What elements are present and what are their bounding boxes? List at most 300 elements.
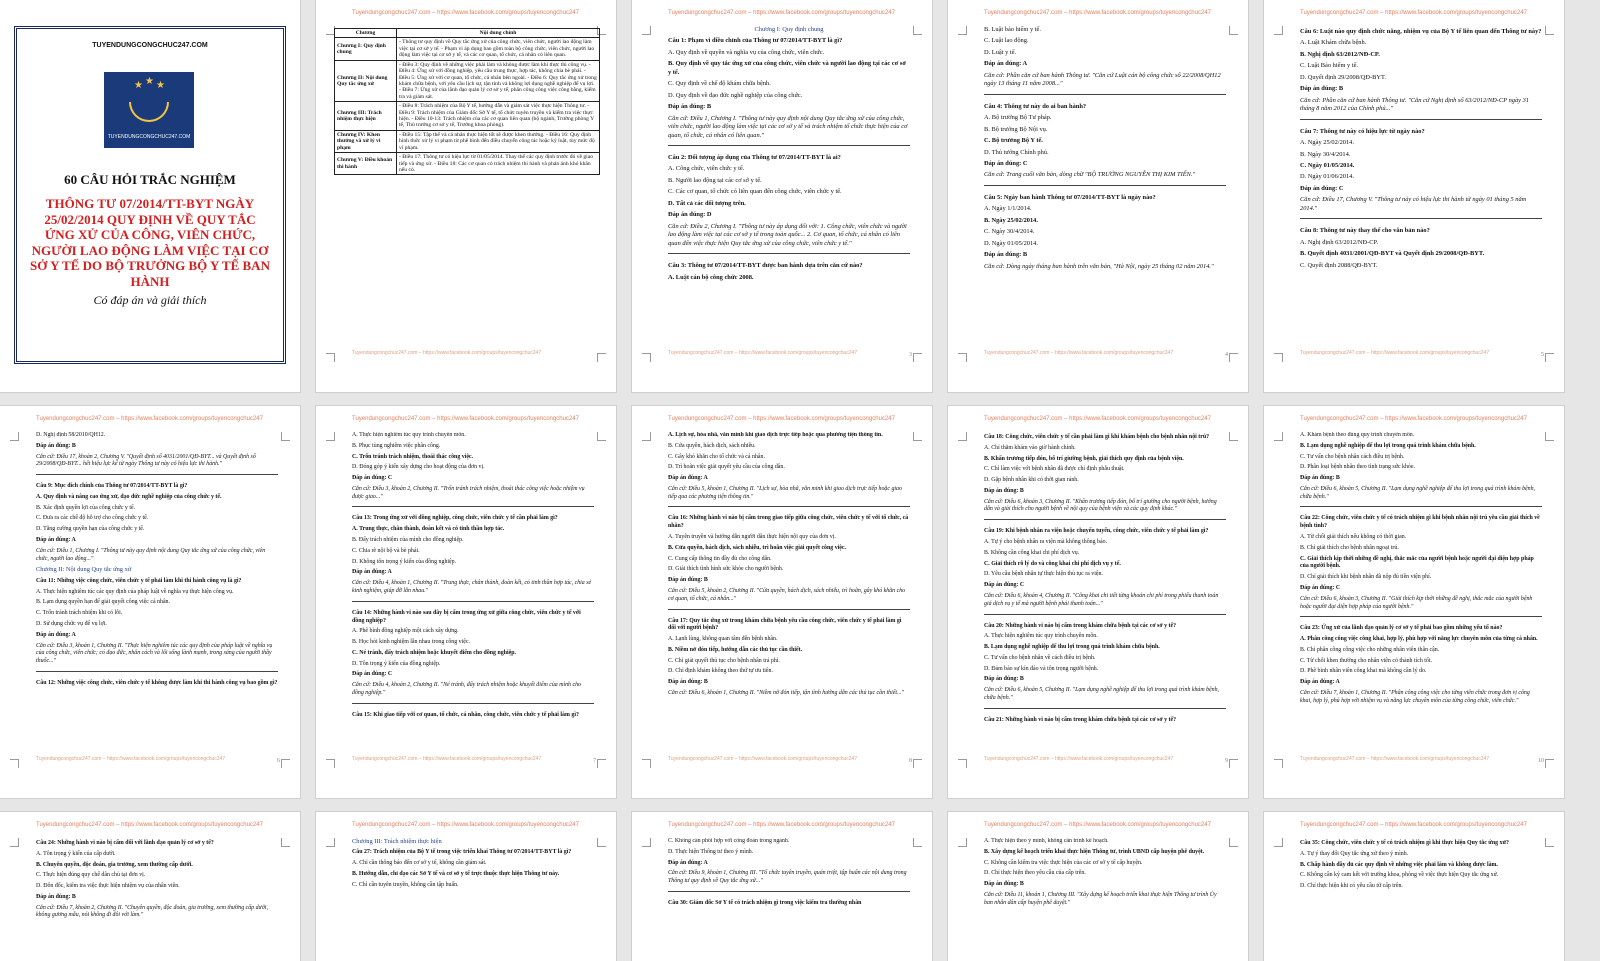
question: Câu 24: Những hành vi nào bị cấm đối với lãnh đạo quản lý cơ sở y tế? (36, 840, 214, 846)
divider (1300, 616, 1542, 617)
page-footer: Tuyendungcongchuc247.com – https://www.facebook.com/groups/tuyencongchuc247 (984, 350, 1174, 356)
crop-mark (281, 759, 290, 768)
divider (668, 506, 910, 507)
cover-site-name: TUYENDUNGCONGCHUC247.COM (92, 42, 208, 49)
divider (352, 703, 594, 704)
page-body (668, 26, 910, 346)
answer: Đáp án đúng: B (668, 103, 712, 111)
col-content-header: Nội dung chính (397, 29, 600, 38)
answer-basis: Căn cứ: Điều 6, khoản 3, Chương II. "Giải thích kịp thời những đề nghị, thắc mắc của người bệnh hoặc người đại diện hợp pháp của người bệnh." (1300, 595, 1533, 610)
option: C. Ngày 30/4/2014. (984, 228, 1035, 236)
crop-mark (597, 838, 606, 847)
option: D. Chỉ giải thích khi bệnh nhân đã nộp đủ tiền viện phí. (1300, 574, 1432, 581)
page-6[interactable] (0, 406, 300, 798)
answer: Đáp án đúng: A (36, 537, 76, 544)
answer: Đáp án đúng: D (668, 211, 712, 219)
table-cell-content: - Điều 8: Trách nhiệm của Bộ Y tế, hướng dẫn và giám sát việc thực hiện Thông tư. - Điều 9: Trách nhiệm của Giám đốc Sở Y tế, tổ chức tuyên truyền và kiểm tra việc thực hiện. - Điều 10-13: Trách nhiệm của các cơ quan liên quan (bộ ngành, Trường phòng Y tế, Thủ trưởng cơ sở y tế, Trưởng khoa phòng). (397, 102, 600, 131)
option: C. Thực hiện đúng quy chế dân chủ tại đơn vị. (36, 872, 146, 879)
logo-text: TUYENDUNGCONGCHUC247.COM (107, 134, 191, 140)
answer: Đáp án đúng: B (1300, 85, 1344, 93)
option: A. Quy định về quyền và nghĩa vụ của công chức, viên chức. (668, 48, 825, 56)
page-footer: Tuyendungcongchuc247.com – https://www.facebook.com/groups/tuyencongchuc247 (352, 350, 542, 356)
option: B. Ngày 30/4/2014. (1300, 150, 1351, 158)
section-heading: Chương I: Quy định chung (754, 26, 824, 33)
option: D. Chỉ thực hiện khi có yêu cầu từ cấp trên. (1300, 883, 1403, 890)
page-header: Tuyendungcongchuc247.com – https://www.facebook.com/groups/tuyencongchuc247 (36, 822, 263, 828)
option: C. Tư vấn cho bệnh nhân cách điều trị bệnh. (1300, 453, 1405, 460)
page-header: Tuyendungcongchuc247.com – https://www.facebook.com/groups/tuyencongchuc247 (984, 10, 1211, 16)
answer: Đáp án đúng: B (36, 893, 76, 900)
divider (668, 891, 910, 892)
option: C. Luật lao động. (984, 37, 1029, 45)
question: Câu 18: Công chức, viên chức y tế cần phải làm gì khi khám bệnh cho bệnh nhân nội trú? (984, 434, 1210, 440)
option: A. Thực hiện nghiêm túc quy trình chuyên môn. (984, 633, 1098, 640)
crop-mark (913, 353, 922, 362)
crop-mark (958, 838, 967, 847)
table-cell-chapter: Chương V: Điều khoản thi hành (335, 153, 397, 175)
answer: Đáp án đúng: B (668, 577, 708, 584)
divider (984, 519, 1226, 520)
option: D. Quy định về đạo đức nghề nghiệp của công chức. (668, 91, 803, 99)
crop-mark (1229, 26, 1238, 35)
answer: Đáp án đúng: C (352, 475, 393, 482)
book-icon (129, 102, 169, 122)
option: D. Tôn trọng ý kiến của đồng nghiệp. (352, 660, 441, 667)
crop-mark (326, 838, 335, 847)
answer-basis: Căn cứ: Điều 17, Chương V. "Thông tư này có hiệu lực thi hành từ ngày 01 tháng 5 năm 2014." (1300, 196, 1527, 212)
question: Câu 27: Trách nhiệm của Bộ Y tế trong việc triển khai Thông tư 07/2014/TT-BYT là gì? (352, 849, 572, 856)
page-body (1300, 26, 1542, 346)
table-cell-content: - Thông tư quy định về Quy tắc ứng xử của công chức, viên chức, người lao động làm việc tại cơ sở y tế. - Phạm vi áp dụng bao gồm toàn bộ công chức, viên chức, người lao động làm việc tại cơ sở y tế, và các cơ quan, tổ chức, cá nhân có liên quan. (397, 38, 600, 60)
answer-basis: Căn cứ: Điều 3, khoản 2, Chương II. "Trốn tránh trách nhiệm, thoái thác công việc hoặc nhiệm vụ được giao..." (352, 485, 585, 500)
page-footer: Tuyendungcongchuc247.com – https://www.facebook.com/groups/tuyencongchuc247 (1300, 756, 1490, 762)
question: Câu 2: Đối tượng áp dụng của Thông tư 07/2014/TT-BYT là ai? (668, 153, 841, 161)
option: B. Cửa quyền, hách dịch, sách nhiễu, trì hoãn việc giải quyết công việc. (668, 544, 846, 551)
page-body (984, 838, 1226, 961)
answer-basis: Căn cứ: Điều 4, khoản 1, Chương II. "Trung thực, chân thành, đoàn kết, có tinh thần hợp tác, chia sẻ kinh nghiệm, giúp đỡ lẫn nhau." (352, 580, 592, 594)
option: B. Xác định quyền lợi của công chức y tế. (36, 504, 136, 511)
star-icon: ★ (156, 80, 165, 91)
question: Câu 3: Thông tư 07/2014/TT-BYT được ban hành dựa trên căn cứ nào? (668, 262, 863, 270)
option: B. Xây dựng kế hoạch triển khai thực hiện Thông tư, trình UBND cấp huyện phê duyệt. (984, 848, 1205, 855)
divider (1300, 218, 1542, 219)
answer-basis: Căn cứ: Điều 6, khoản 4, Chương II. "Công khai chi tiết từng khoản chi phí trong phiếu thanh toán giá dịch vụ y tế mà người bệnh phải thanh toán..." (984, 592, 1219, 607)
option: A. Tuyên truyền và hướng dẫn người dân thực hiện nội quy của đơn vị. (668, 534, 836, 541)
option: C. Ngày 01/05/2014. (1300, 161, 1355, 169)
question: Câu 11: Những việc công chức, viên chức y tế phải làm khi thi hành công vụ là gì? (36, 577, 242, 584)
answer: Đáp án đúng: B (1300, 475, 1340, 482)
option: B. Luật bảo hiểm y tế. (984, 26, 1041, 33)
option: C. Không cần phối hợp với công đoàn trong ngành. (668, 838, 790, 844)
option: D. Đôn đốc, kiểm tra việc thực hiện nhiệm vụ của nhân viên. (36, 883, 180, 890)
option: D. Thực hiện Thông tư theo ý mình. (668, 848, 754, 855)
answer-basis: Căn cứ: Điều 9, khoản 1, Chương III. "Tổ chức tuyên truyền, quán triệt, tập huấn các nội dung trong Thông tư quy định về Quy tắc ứng xử..." (668, 870, 907, 885)
option: C. Giải thích kịp thời những đề nghị, thắc mắc của người bệnh hoặc người đại diện hợp pháp của người bệnh. (1300, 555, 1534, 570)
answer: Đáp án đúng: C (352, 671, 393, 678)
answer-basis: Căn cứ: Dòng ngày tháng ban hành trên văn bản, "Hà Nội, ngày 25 tháng 02 năm 2014." (984, 262, 1214, 270)
option: C. Từ chối khen thưởng cho nhân viên có thành tích tốt. (1300, 657, 1432, 664)
option: B. Niềm nở đón tiếp, hướng dẫn các thủ tục cần thiết. (668, 646, 803, 653)
crop-mark (1545, 838, 1554, 847)
option: A. Luật cán bộ công chức 2008. (668, 273, 754, 281)
page-number: 5 (1541, 352, 1544, 358)
page-footer: Tuyendungcongchuc247.com – https://www.facebook.com/groups/tuyencongchuc247 (352, 756, 542, 762)
option: C. Tư vấn cho bệnh nhân về cách điều trị bệnh. (984, 654, 1096, 661)
table-cell-content: - Điều 17: Thông tư có hiệu lực từ 01/05/2014. Thay thế các quy định trước đó về giao tiếp và ứng xử. - Điều 18: Các cơ quan có trách nhiệm thi hành và phản ánh khó khăn nếu có. (397, 153, 600, 175)
option: C. Không cần kiểm tra việc thực hiện của các cơ sở y tế cấp huyện. (984, 859, 1143, 866)
page-3[interactable] (632, 0, 932, 392)
option: A. Quy định và nâng cao ứng xử, đạo đức nghề nghiệp của công chức y tế. (36, 493, 222, 500)
divider (668, 609, 910, 610)
answer: Đáp án đúng: B (668, 679, 708, 686)
table-row (335, 38, 600, 60)
page-body (984, 26, 1226, 346)
answer: Đáp án đúng: A (352, 569, 392, 576)
crop-mark (958, 432, 967, 441)
page-footer: Tuyendungcongchuc247.com – https://www.facebook.com/groups/tuyencongchuc247 (668, 350, 858, 356)
question: Câu 20: Những hành vi nào bị cấm trong khám chữa bệnh tại các cơ sở y tế? (984, 622, 1177, 629)
page-header: Tuyendungcongchuc247.com – https://www.facebook.com/groups/tuyencongchuc247 (668, 10, 895, 16)
table-cell-chapter: Chương III: Trách nhiệm thực hiện (335, 102, 397, 131)
question: Câu 14: Những hành vi nào sau đây bị cấm trong ứng xử giữa công chức, viên chức y tế với đồng nghiệp? (352, 609, 581, 624)
divider (668, 145, 910, 146)
crop-mark (10, 432, 19, 441)
option: C. Không cần ký cam kết với trưởng khoa, phòng về việc thực hiện Quy tắc ứng xử. (1300, 872, 1499, 879)
answer: Đáp án đúng: B (984, 251, 1028, 259)
page-header: Tuyendungcongchuc247.com – https://www.facebook.com/groups/tuyencongchuc247 (668, 416, 895, 422)
crop-mark (913, 432, 922, 441)
option: B. Chuyên quyền, độc đoán, gia trưởng, xem thường cấp dưới. (36, 861, 193, 868)
crop-mark (1545, 759, 1554, 768)
cover-question-count: 60 CÂU HỎI TRẮC NGHIỆM (64, 172, 236, 187)
crop-mark (1229, 838, 1238, 847)
page-header: Tuyendungcongchuc247.com – https://www.facebook.com/groups/tuyencongchuc247 (352, 10, 579, 16)
option: B. Lạm dụng quyền hạn để giải quyết công việc cá nhân. (36, 599, 170, 606)
answer-basis: Căn cứ: Điều 11, khoản 1, Chương III. "Xây dựng kế hoạch triển khai thực hiện Thông tư trình Ủy ban nhân dân cấp huyện phê duyệt." (984, 891, 1217, 906)
option: C. Chia rẽ nội bộ và bè phái. (352, 547, 420, 554)
option: A. Ngày 25/02/2014. (1300, 139, 1354, 147)
question: Câu 23: Ứng xử của lãnh đạo quản lý cơ sở y tế phải bao gồm những yếu tố nào? (1300, 625, 1503, 632)
table-cell-chapter: Chương IV: Khen thưởng và xử lý vi phạm (335, 130, 397, 152)
crop-mark (1229, 432, 1238, 441)
table-row (335, 153, 600, 175)
crop-mark (958, 26, 967, 35)
option: D. Ngày 01/05/2014. (984, 239, 1038, 247)
crop-mark (1274, 353, 1283, 362)
option: D. Thủ tướng Chính phủ. (984, 148, 1049, 156)
crop-mark (326, 759, 335, 768)
page-body (668, 838, 910, 961)
option: C. Cung cấp thông tin đầy đủ cho công dân. (668, 555, 772, 562)
question: Câu 30: Giám đốc Sở Y tế có trách nhiệm gì trong việc kiểm tra thường nhân (668, 899, 862, 906)
answer-basis: Căn cứ: Trang cuối văn bản, dòng chữ "BỘ TRƯỞNG NGUYỄN THỊ KIM TIẾN." (984, 171, 1196, 179)
option: D. Sử dụng chức vụ để vụ lợi. (36, 620, 107, 627)
page-4[interactable] (948, 0, 1248, 392)
crop-mark (642, 838, 651, 847)
page-header: Tuyendungcongchuc247.com – https://www.facebook.com/groups/tuyencongchuc247 (984, 822, 1211, 828)
cover-subtitle: Có đáp án và giải thích (93, 293, 207, 307)
option: B. Ngày 25/02/2014. (984, 216, 1038, 224)
option: A. Khám bệnh theo đúng quy trình chuyên môn. (1300, 432, 1415, 438)
page-header: Tuyendungcongchuc247.com – https://www.facebook.com/groups/tuyencongchuc247 (668, 822, 895, 828)
answer: Đáp án đúng: B (984, 881, 1024, 888)
page-header: Tuyendungcongchuc247.com – https://www.facebook.com/groups/tuyencongchuc247 (1300, 822, 1527, 828)
answer: Đáp án đúng: C (1300, 584, 1341, 591)
page-number: 3 (909, 352, 912, 358)
crop-mark (1545, 26, 1554, 35)
option: A. Lạnh lùng, không quan tâm đến bệnh nhân. (668, 636, 778, 643)
divider (668, 253, 910, 254)
divider (984, 185, 1226, 186)
crop-mark (597, 353, 606, 362)
answer-basis: Căn cứ: Điều 1, Chương I. "Thông tư này quy định nội dung Quy tắc ứng xử của công chức, viên chức, người lao động..." (36, 547, 266, 562)
option: C. Trốn tránh trách nhiệm, thoái thác công việc. (352, 453, 474, 460)
page-12[interactable] (316, 812, 616, 961)
option: C. Luật Bảo hiểm y tế. (1300, 62, 1359, 70)
option: B. Không cần công khai chi phí dịch vụ. (984, 549, 1080, 556)
option: C. Đưa ra các chế độ hỗ trợ cho công chức y tế. (36, 515, 149, 522)
page-header: Tuyendungcongchuc247.com – https://www.facebook.com/groups/tuyencongchuc247 (36, 416, 263, 422)
crop-mark (326, 432, 335, 441)
option: C. Trốn tránh trách nhiệm khi có lỗi. (36, 610, 123, 617)
option: A. Trung thực, chân thành, đoàn kết và có tinh thần hợp tác. (352, 526, 505, 533)
cover-title: THÔNG TƯ 07/2014/TT-BYT NGÀY 25/02/2014 QUY ĐỊNH VỀ QUY TẮC ỨNG XỬ CỦA CÔNG, VIÊN CHỨC, NGƯỜI LAO ĐỘNG LÀM VIỆC TẠI CƠ SỞ Y TẾ DO BỘ TRƯỞNG BỘ Y TẾ BAN HÀNH (30, 196, 270, 289)
option: A. Thực hiện theo ý mình, không cần trình kế hoạch. (984, 838, 1109, 844)
answer-basis: Căn cứ: Điều 6, khoản 5, Chương II. "Lạm dụng nghề nghiệp để thu lợi trong quá trình khám bệnh, chữa bệnh." (1300, 485, 1536, 500)
page-number: 9 (1225, 758, 1228, 764)
crop-mark (1274, 838, 1283, 847)
option: B. Lạm dụng nghề nghiệp để thu lợi trong quá trình khám chữa bệnh. (1300, 442, 1476, 449)
option: D. Đảm bảo sự kín đáo và tôn trọng người bệnh. (984, 665, 1099, 672)
option: A. Chỉ thăm khám vào giờ hành chính. (984, 444, 1076, 451)
option: D. Luật y tế. (984, 48, 1017, 56)
page-header: Tuyendungcongchuc247.com – https://www.facebook.com/groups/tuyencongchuc247 (352, 416, 579, 422)
divider (352, 506, 594, 507)
option: A. Tôn trọng ý kiến của cấp dưới. (36, 850, 116, 857)
page-number: 6 (277, 758, 280, 764)
question: Câu 4: Thông tư này do ai ban hành? (984, 102, 1087, 110)
option: A. Thực hiện nghiêm túc quy trình chuyên môn. (352, 432, 466, 438)
answer-basis: Căn cứ: Điều 1, Chương I. "Thông tư này quy định nội dung Quy tắc ứng xử của công chức, viên chức, người lao động làm việc tại các cơ sở y tế và trách nhiệm tổ chức thực hiện của cơ quan, tổ chức, cá nhân có liên quan." (668, 114, 908, 139)
option: B. Phục tùng nghiêm việc phân công. (352, 442, 441, 449)
question: Câu 12: Những việc công chức, viên chức y tế không được làm khi thi hành công vụ bao gồm gì? (36, 679, 278, 686)
question: Câu 7: Thông tư này có hiệu lực từ ngày nào? (1300, 127, 1425, 135)
option: C. Gây khó khăn cho tổ chức và cá nhân. (668, 453, 765, 460)
question: Câu 1: Phạm vi điều chỉnh của Thông tư 07/2014/TT-BYT là gì? (668, 37, 843, 45)
divider (36, 474, 278, 475)
page-body (352, 838, 594, 961)
section-heading: Chương III: Trách nhiệm thực hiện (352, 838, 442, 845)
answer-basis: Căn cứ: Điều 5, khoản 1, Chương II. "Lịch sự, hòa nhã, văn minh khi giao dịch trực tiếp hoặc giao tiếp qua các phương tiện thông tin." (668, 485, 902, 500)
option: C. Quyết định 2088/QĐ-BYT. (1300, 261, 1378, 269)
answer-basis: Căn cứ: Điều 6, khoản 5, Chương II. "Lạm dụng nghề nghiệp để thu lợi trong quá trình khám bệnh, chữa bệnh." (984, 687, 1220, 701)
crop-mark (958, 353, 967, 362)
question: Câu 8: Thông tư này thay thế cho văn bản nào? (1300, 227, 1430, 235)
option: B. Người lao động tại các cơ sở y tế. (668, 176, 762, 184)
option: A. Lịch sự, hòa nhã, văn minh khi giao dịch trực tiếp hoặc qua phương tiện thông tin. (668, 432, 883, 438)
option: D. Yêu cầu bệnh nhân tự thực hiện thủ tục ra viện. (984, 571, 1103, 578)
answer: Đáp án đúng: B (36, 442, 76, 449)
star-icon: ★ (134, 80, 143, 91)
crop-mark (958, 759, 967, 768)
question: Câu 19: Khi bệnh nhân ra viện hoặc chuyển tuyến, công chức, viên chức y tế phải làm gì? (984, 528, 1209, 535)
answer-basis: Căn cứ: Phần căn cứ ban hành Thông tư. "Căn cứ Luật cán bộ công chức số 22/2008/QH12 ngày 13 tháng 11 năm 2008..." (984, 71, 1221, 88)
question: Câu 15: Khi giao tiếp với cơ quan, tổ chức, cá nhân, công chức, viên chức y tế phải làm gì? (352, 711, 579, 718)
divider (352, 601, 594, 602)
option: D. Không tôn trọng ý kiến của đồng nghiệp. (352, 558, 457, 565)
page-header: Tuyendungcongchuc247.com – https://www.facebook.com/groups/tuyencongchuc247 (984, 416, 1211, 422)
option: A. Bộ trưởng Bộ Tư pháp. (984, 114, 1052, 122)
page-cover[interactable] (0, 0, 300, 392)
page-body (1300, 432, 1542, 752)
answer: Đáp án đúng: B (984, 676, 1024, 683)
option: A. Công chức, viên chức y tế. (668, 165, 745, 173)
option: B. Quy định về quy tắc ứng xử của công chức, viên chức và người lao động tại các cơ sở y tế. (668, 60, 906, 76)
option: D. Tất cả các đối tượng trên. (668, 199, 746, 207)
page-11[interactable] (0, 812, 300, 961)
option: C. Giải thích rõ lý do và công khai chi phí dịch vụ y tế. (984, 560, 1121, 567)
crop-mark (597, 432, 606, 441)
crop-mark (1274, 432, 1283, 441)
option: D. Tăng cường quyền hạn của công chức y tế. (36, 526, 145, 533)
option: D. Nghị định 58/2010/QH12. (36, 432, 106, 438)
page-body (1300, 838, 1542, 961)
option: C. Chỉ cần tuyên truyền, không cần tập huấn. (352, 881, 459, 888)
page-number: 7 (593, 758, 596, 764)
summary-table-wrap (334, 28, 600, 175)
page-footer: Tuyendungcongchuc247.com – https://www.facebook.com/groups/tuyencongchuc247 (36, 756, 226, 762)
crop-mark (1229, 759, 1238, 768)
option: B. Bộ trưởng Bộ Nội vụ. (984, 125, 1048, 133)
crop-mark (10, 838, 19, 847)
answer-basis: Căn cứ: Điều 3, khoản 1, Chương II. "Thực hiện nghiêm túc các quy định của pháp luật về nghĩa vụ của công chức, viên chức; có đạo đức, nhân cách và lối sống lành mạnh, trong sáng của người thầy thuốc..." (36, 642, 273, 665)
page-footer: Tuyendungcongchuc247.com – https://www.facebook.com/groups/tuyencongchuc247 (984, 756, 1174, 762)
question: Câu 6: Luật nào quy định chức năng, nhiệm vụ của Bộ Y tế liên quan đến Thông tư này? (1300, 28, 1542, 35)
option: D. Ngày 01/06/2014. (1300, 173, 1354, 181)
option: B. Khẩn trương tiếp đón, bố trí giường bệnh, giải thích quy định của bệnh viện. (984, 455, 1184, 462)
option: A. Chỉ cần thông báo đến cơ sở y tế, không cần giám sát. (352, 860, 487, 867)
answer: Đáp án đúng: C (984, 159, 1028, 167)
divider (36, 671, 278, 672)
page-14[interactable] (948, 812, 1248, 961)
divider (984, 94, 1226, 95)
answer-basis: Căn cứ: Điều 2, Chương I. "Thông tư này áp dụng đối với: 1. Công chức, viên chức và người lao động làm việc tại các cơ sở y tế trong toàn quốc... 2. Cơ quan, tổ chức, cá nhân có liên quan đến việc thực hiện Quy tắc ứng xử của công chức, viên chức y tế." (668, 222, 907, 247)
option: A. Từ chối giải thích nếu không có thời gian. (1300, 534, 1407, 541)
page-8[interactable] (632, 406, 932, 798)
table-row (335, 130, 600, 152)
page-7[interactable] (316, 406, 616, 798)
table-cell-content: - Điều 15: Tập thể và cá nhân thực hiện tốt sẽ được khen thưởng. - Điều 16: Quy định hình thức xử lý vi phạm từ phê bình đến điều chuyển công tác hoặc kỷ luật, tùy mức độ vi phạm. (397, 130, 600, 152)
answer: Đáp án đúng: A (1300, 679, 1340, 686)
question: Câu 17: Quy tắc ứng xử trong khám chữa bệnh yêu cầu công chức, viên chức y tế phải làm gì đối với người bệnh? (668, 617, 902, 632)
answer-basis: Căn cứ: Điều 7, khoản 1, Chương II. "Phân công công việc cho từng viên chức trong đơn vị công khai, hợp lý, phù hợp với nhiệm vụ và năng lực chuyên môn của từng công chức, viên chức." (1300, 689, 1530, 704)
page-13[interactable] (632, 812, 932, 961)
option: D. Đóng góp ý kiến xây dựng cho hoạt động của đơn vị. (352, 464, 485, 471)
option: B. Nghị định 63/2012/NĐ-CP. (1300, 50, 1380, 58)
option: A. Ngày 1/1/2014. (984, 205, 1032, 213)
crop-mark (913, 26, 922, 35)
option: D. Chỉ thực hiện theo yêu cầu của cấp trên. (984, 870, 1086, 877)
answer: Đáp án đúng: A (36, 631, 76, 638)
crop-mark (642, 26, 651, 35)
section-heading: Chương II: Nội dung Quy tắc ứng xử (36, 566, 132, 574)
crop-mark (913, 838, 922, 847)
crop-mark (326, 353, 335, 362)
answer-basis: Căn cứ: Điều 5, khoản 2, Chương II. "Cửa quyền, hách dịch, sách nhiễu, trì hoãn, gây khó khăn cho cơ quan, tổ chức, cá nhân..." (668, 587, 906, 602)
question: Câu 35: Công chức, viên chức y tế có trách nhiệm gì khi thực hiện Quy tắc ứng xử? (1300, 840, 1509, 846)
page-body (984, 432, 1226, 752)
option: D. Phân loại bệnh nhân theo tình trạng sức khỏe. (1300, 464, 1415, 471)
site-logo (104, 72, 194, 148)
question: Câu 21: Những hành vi nào bị cấm trong khám chữa bệnh tại các cơ sở y tế? (984, 716, 1177, 723)
summary-table (334, 28, 600, 175)
divider (984, 614, 1226, 615)
answer: Đáp án đúng: B (984, 487, 1024, 494)
option: C. Né tránh, đẩy trách nhiệm hoặc khuyết điểm cho đồng nghiệp. (352, 649, 516, 656)
page-body (668, 432, 910, 752)
option: A. Phê bình đồng nghiệp một cách xây dựng. (352, 628, 459, 635)
page-5[interactable] (1264, 0, 1564, 392)
crop-mark (642, 353, 651, 362)
crop-mark (1229, 353, 1238, 362)
answer: Đáp án đúng: A (984, 60, 1028, 68)
option: C. Chỉ giải quyết thủ tục cho bệnh nhân trả phí. (668, 657, 780, 664)
answer: Đáp án đúng: A (668, 475, 708, 482)
option: C. Bộ trưởng Bộ Y tế. (984, 137, 1043, 145)
crop-mark (281, 432, 290, 441)
crop-mark (10, 759, 19, 768)
question: Câu 9: Mục đích chính của Thông tư 07/2014/TT-BYT là gì? (36, 483, 188, 490)
answer-basis: Căn cứ: Điều 7, khoản 2, Chương II. "Chuyên quyền, độc đoán, gia trưởng, xem thường cấp dưới, không gương mẫu, nói không đi đôi với làm." (36, 904, 269, 919)
page-body (36, 432, 278, 752)
page-number: 8 (909, 758, 912, 764)
option: B. Lạm dụng nghề nghiệp để thu lợi trong quá trình khám chữa bệnh. (984, 644, 1160, 651)
option: B. Chỉ giải thích cho bệnh nhân ngoại trú. (1300, 544, 1399, 551)
answer-basis: Căn cứ: Phần căn cứ ban hành Thông tư. "Căn cứ Nghị định số 63/2012/NĐ-CP ngày 31 tháng 8 năm 2012 của Chính phủ..." (1300, 96, 1529, 113)
page-footer: Tuyendungcongchuc247.com – https://www.facebook.com/groups/tuyencongchuc247 (1300, 350, 1490, 356)
answer: Đáp án đúng: A (668, 859, 708, 866)
option: A. Thực hiện nghiêm túc các quy định của pháp luật về nghĩa vụ thực hiện công vụ. (36, 588, 234, 595)
option: B. Chấp hành đầy đủ các quy định về những việc phải làm và không được làm. (1300, 861, 1498, 868)
page-2[interactable] (316, 0, 616, 392)
star-icon: ★ (145, 76, 154, 87)
page-9[interactable] (948, 406, 1248, 798)
page-10[interactable] (1264, 406, 1564, 798)
option: A. Tự ý thay đổi Quy tắc ứng xử theo ý mình. (1300, 850, 1409, 857)
table-cell-content: - Điều 3: Quy định về những việc phải làm và không được làm khi thực thi công vụ. - Điều 4: Ứng xử với đồng nghiệp, yêu cầu trung thực, hợp tác, không chia bè phái. - Điều 5: Ứng xử với cơ quan, tổ chức, cá nhân bên ngoài. - Điều 6: Quy tắc ứng xử trong khám chữa bệnh, với yêu cầu lịch sự, tận tình và không lợi dụng nghề nghiệp để vụ lợi. - Điều 7: Ứng xử của lãnh đạo quản lý cơ sở y tế, phân công công việc công bằng, kiểm tra và giám sát. (397, 60, 600, 102)
page-header: Tuyendungcongchuc247.com – https://www.facebook.com/groups/tuyencongchuc247 (352, 822, 579, 828)
table-row (335, 60, 600, 102)
option: A. Nghị định 63/2012/NĐ-CP. (1300, 238, 1378, 246)
crop-mark (913, 759, 922, 768)
page-15[interactable] (1264, 812, 1564, 961)
crop-mark (597, 759, 606, 768)
option: C. Chỉ làm việc với bệnh nhân đã được chỉ định phẫu thuật. (984, 466, 1125, 473)
crop-mark (642, 432, 651, 441)
page-number: 4 (1225, 352, 1228, 358)
divider (1300, 119, 1542, 120)
answer-basis: Căn cứ: Điều 4, khoản 2, Chương II. "Né tránh, đẩy trách nhiệm hoặc khuyết điểm của mình cho đồng nghiệp." (352, 682, 581, 696)
option: D. Giải thích tình hình sức khỏe cho người bệnh. (668, 566, 784, 573)
question: Câu 22: Công chức, viên chức y tế có trách nhiệm gì khi bệnh nhân nội trú yêu cầu giải thích về bệnh tình? (1300, 515, 1540, 530)
page-number: 10 (1538, 758, 1544, 764)
question: Câu 16: Những hành vi nào bị cấm trong giao tiếp giữa công chức, viên chức y tế với tổ chức, cá nhân? (668, 515, 909, 530)
option: D. Trì hoãn việc giải quyết yêu cầu của công dân. (668, 464, 785, 471)
option: D. Chỉ định khám không theo thứ tự ưu tiên. (668, 668, 773, 675)
option: B. Hướng dẫn, chỉ đạo các Sở Y tế và cơ sở y tế trực thuộc thực hiện Thông tư này. (352, 871, 560, 878)
option: A. Phân công công việc công khai, hợp lý, phù hợp với năng lực chuyên môn của từng cá nhân. (1300, 636, 1538, 643)
divider (1300, 506, 1542, 507)
